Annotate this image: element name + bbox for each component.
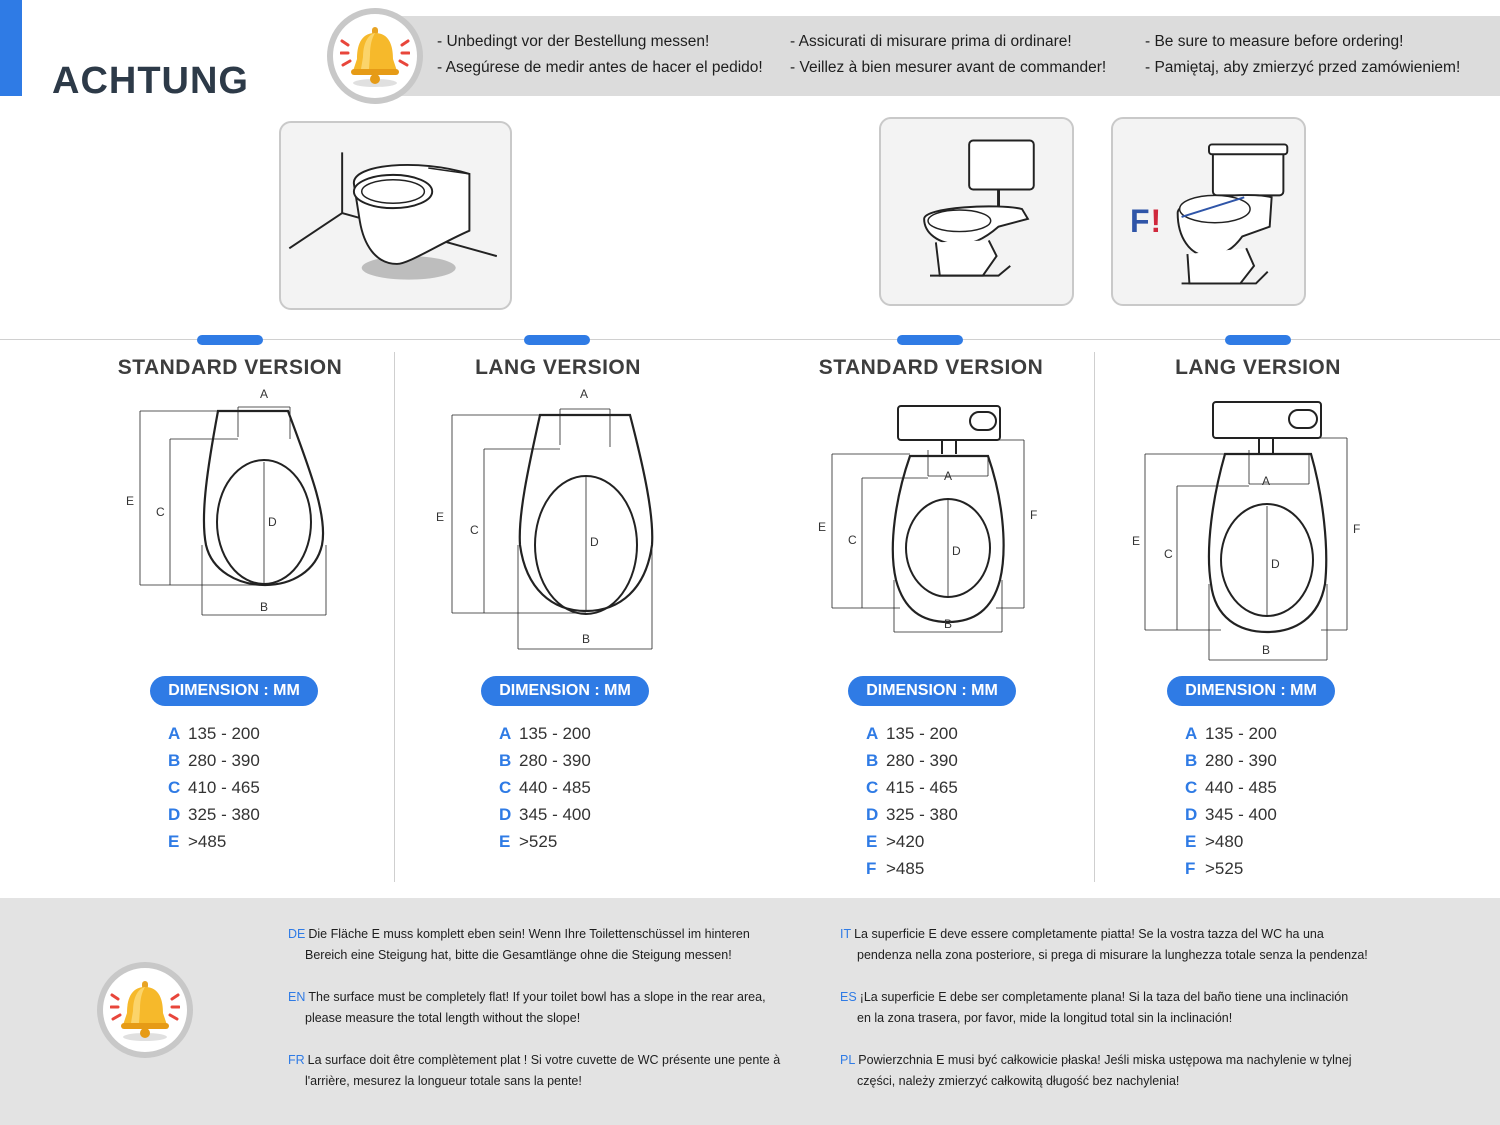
label-e: E [818,520,827,534]
warning-text-en: - Be sure to measure before ordering! [1145,33,1404,50]
warning-text-de: - Unbedingt vor der Bestellung messen! [437,33,710,50]
warning-text-pl: - Pamiętaj, aby zmierzyć przed zamówieniem! [1145,59,1461,76]
spec-item: E >420 [866,832,925,851]
dimension-badge: DIMENSION : MM [481,676,649,706]
dimension-diagram-standard [120,385,340,625]
spec-list-standard [168,724,260,859]
f-mark-letter: F [1130,203,1151,239]
spec-list-standard-tank [866,724,958,886]
spec-item: C 440 - 485 [1185,778,1277,797]
note-es: ES ¡La superficie E debe ser completamente plana! Si la taza del baño tiene una inclinación en la zona trasera, por favor, mide la longitud total sin la inclinación! [840,990,1349,1025]
spec-item: B 280 - 390 [499,751,591,770]
dimension-badge: DIMENSION : MM [848,676,1016,706]
label-f: F [1030,508,1038,522]
label-a: A [580,387,589,401]
bell-badge [97,962,193,1058]
version-title: STANDARD VERSION [818,356,1044,379]
spec-list-lang [499,724,591,859]
label-e: E [436,510,445,524]
dimension-diagram-standard-tank [810,400,1050,640]
dimension-diagram-lang-tank [1125,398,1370,666]
label-e: E [1132,534,1141,548]
spec-item: C 410 - 465 [168,778,260,797]
spec-item: A 135 - 200 [499,724,591,743]
warning-text-es: - Asegúrese de medir antes de hacer el pedido! [437,59,763,76]
f-mark-label [1130,203,1162,240]
note-de: DE Die Fläche E muss komplett eben sein! Wenn Ihre Toilettenschüssel im hinteren Bereich eine Steigung hat, bitte die Gesamtlänge ohne die Steigung messen! [288,927,750,962]
accent-tab [0,0,22,96]
dimension-badge: DIMENSION : MM [1167,676,1335,706]
spec-item: D 325 - 380 [168,805,260,824]
label-a: A [260,387,269,401]
note-it: IT La superficie E deve essere completamente piatta! Se la vostra tazza del WC ha una pendenza nella zona posteriore, si prega di misurare la lunghezza totale senza la pendenza! [840,927,1368,962]
column-divider [1094,352,1095,882]
column-divider [394,352,395,882]
label-e: E [126,494,135,508]
note-en: EN The surface must be completely flat! If your toilet bowl has a slope in the rear area, please measure the total length without the slope! [288,990,766,1025]
spec-item: F >485 [866,859,925,878]
dimension-badge: DIMENSION : MM [150,676,318,706]
spec-item: D 325 - 380 [866,805,958,824]
label-b: B [260,600,269,614]
column-marker [1225,335,1291,345]
spec-item: B 280 - 390 [1185,751,1277,770]
label-d: D [1271,557,1280,571]
note-fr: FR La surface doit être complètement plat ! Si votre cuvette de WC présente une pente à l'arrière, mesurez la longueur totale sans la pente! [288,1053,781,1088]
spec-item: C 440 - 485 [499,778,591,797]
label-c: C [156,505,165,519]
label-a: A [1262,474,1271,488]
dimension-diagram-lang [432,385,672,650]
column-marker [197,335,263,345]
bell-icon [340,23,410,89]
label-c: C [1164,547,1173,561]
spec-item: E >480 [1185,832,1244,851]
version-title: LANG VERSION [1175,356,1341,379]
spec-item: D 345 - 400 [499,805,591,824]
bell-badge [327,8,423,104]
version-title: LANG VERSION [475,356,641,379]
spec-list-lang-tank [1185,724,1277,886]
spec-item: A 135 - 200 [1185,724,1277,743]
note-pl: PL Powierzchnia E musi być całkowicie płaska! Jeśli miska ustępowa ma nachylenie w tylnej części, należy zmierzyć całkowitą długość bez nachylenia! [840,1053,1352,1088]
spec-item: A 135 - 200 [866,724,958,743]
label-b: B [944,617,953,631]
label-f: F [1353,522,1361,536]
spec-item: D 345 - 400 [1185,805,1277,824]
spec-item: A 135 - 200 [168,724,260,743]
warning-bar [380,16,1500,96]
label-b: B [1262,643,1271,657]
label-d: D [952,544,961,558]
label-d: D [590,535,599,549]
spec-item: B 280 - 390 [168,751,260,770]
spec-item: B 280 - 390 [866,751,958,770]
column-marker [524,335,590,345]
warning-text-it: - Assicurati di misurare prima di ordinare! [790,33,1072,50]
column-marker [897,335,963,345]
spec-item: F >525 [1185,859,1244,878]
label-a: A [944,469,953,483]
warning-text-fr: - Veillez à bien mesurer avant de commander! [790,59,1107,76]
page-title: ACHTUNG [52,60,249,102]
spec-item: C 415 - 465 [866,778,958,797]
spec-item: E >485 [168,832,227,851]
spec-item: E >525 [499,832,558,851]
label-b: B [582,632,591,646]
f-mark-exclaim: ! [1150,203,1163,239]
version-title: STANDARD VERSION [117,356,343,379]
label-c: C [470,523,479,537]
bell-icon [110,977,180,1043]
floor-toilet-with-tank-image [879,117,1074,306]
wall-hung-toilet-image [279,121,512,310]
label-d: D [268,515,277,529]
label-c: C [848,533,857,547]
